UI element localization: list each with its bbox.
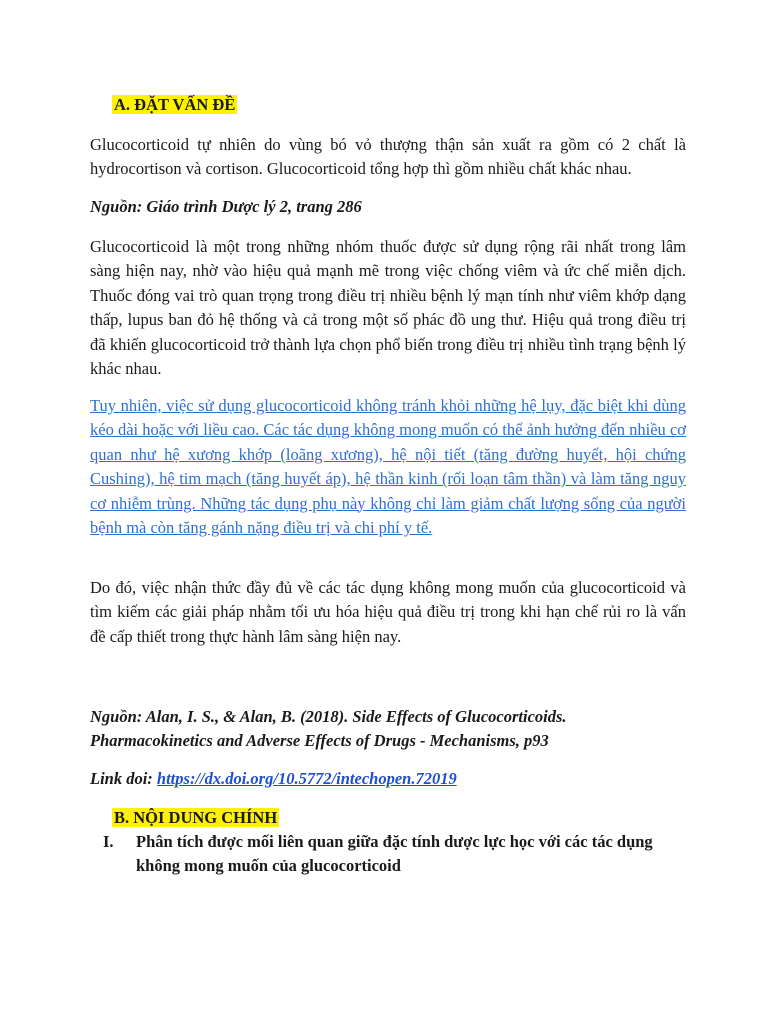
source-2 [90,705,686,754]
doi-label: Link doi: [90,769,157,788]
doi-line [90,767,686,791]
paragraph-4: Do đó, việc nhận thức đầy đủ về các tác dụng không mong muốn của glucocorticoid và tìm kiếm các giải pháp nhằm tối ưu hóa hiệu quả điều trị trong khi hạn chế rủi ro là vấn đề cấp thiết trong thực hành lâm sàng hiện nay. [90,578,686,646]
paragraph-2: Glucocorticoid là một trong những nhóm thuốc được sử dụng rộng rãi nhất trong lâm sàng hiện nay, nhờ vào hiệu quả mạnh mẽ trong việc chống viêm và ức chế miễn dịch. Thuốc đóng vai trò quan trọng trong điều trị nhiều bệnh lý mạn tính như viêm khớp dạng thấp, lupus ban đỏ hệ thống và cả trong một số phác đồ ung thư. Hiệu quả trong điều trị đã khiến glucocorticoid trở thành lựa chọn phổ biến trong điều trị nhiều tình trạng bệnh lý khác nhau. [90,237,686,379]
paragraph-1: Glucocorticoid tự nhiên do vùng bó vỏ thượng thận sản xuất ra gồm có 2 chất là hydrocortison và cortison. Glucocorticoid tổng hợp thì gồm nhiều chất khác nhau. [90,135,686,179]
section-b-heading-text: B. NỘI DUNG CHÍNH [114,808,278,827]
section-b-heading [112,806,279,830]
doi-link[interactable]: https://dx.doi.org/10.5772/intechopen.72019 [156,769,457,788]
section-i-number: I. [103,832,114,851]
source-2-text: Alan, I. S., & Alan, B. (2018). Side Effects of Glucocorticoids. Pharmacokinetics and Adverse Effects of Drugs - Mechanisms, p93 [90,707,567,751]
section-a-heading [112,93,237,117]
source-2-label: Nguồn: [90,707,143,726]
source-1: Nguồn: Giáo trình Dược lý 2, trang 286 [90,197,362,216]
section-a-heading-text: A. ĐẶT VẤN ĐỀ [114,95,236,114]
paragraph-3-link[interactable]: Tuy nhiên, việc sử dụng glucocorticoid không tránh khỏi những hệ lụy, đặc biệt khi dùng kéo dài hoặc với liều cao. Các tác dụng không mong muốn có thể ảnh hưởng đến nhiều cơ quan như hệ xương khớp (loãng xương), hệ nội tiết (tăng đường huyết, hội chứng Cushing), hệ tim mạch (tăng huyết áp), hệ thần kinh (rối loạn tâm thần) và làm tăng nguy cơ nhiễm trùng. Những tác dụng phụ này không chỉ làm giảm chất lượng sống của người bệnh mà còn tăng gánh nặng điều trị và chi phí y tế. [90,396,686,538]
section-i-title: Phân tích được mối liên quan giữa đặc tính dược lực học với các tác dụng không mong muốn của glucocorticoid [136,832,653,876]
